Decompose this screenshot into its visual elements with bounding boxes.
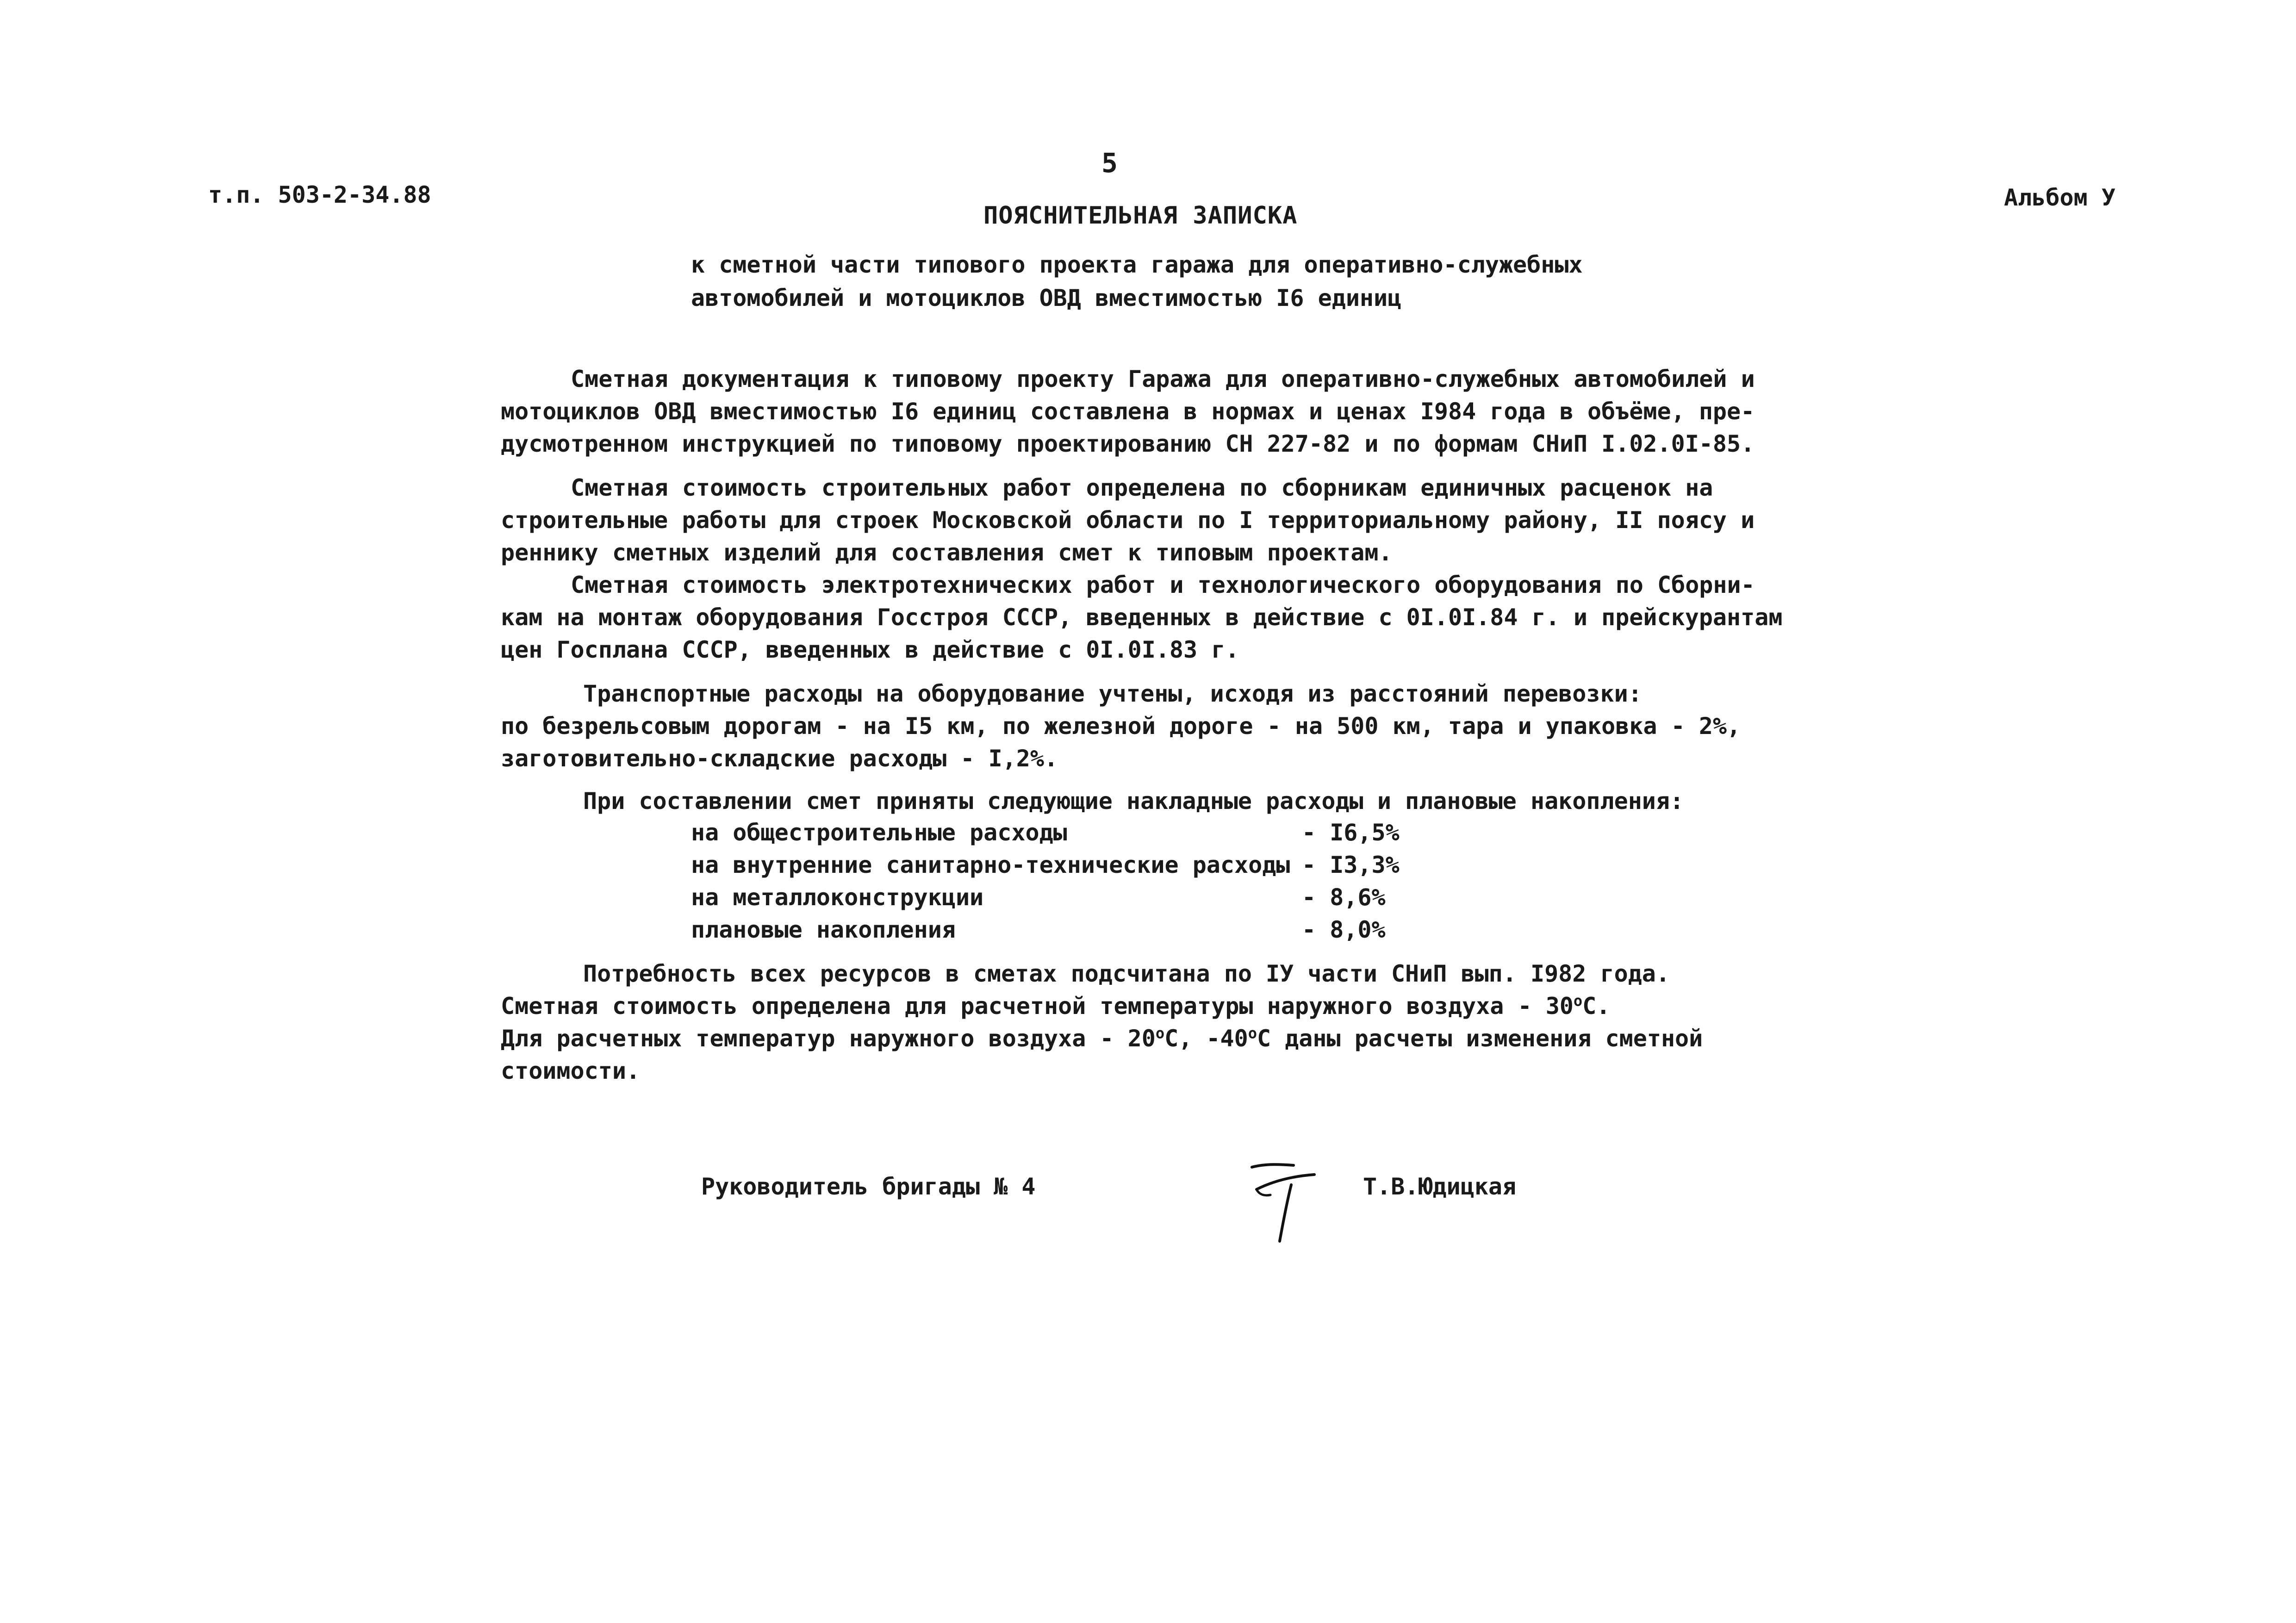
paragraph-1-line-3: дусмотренном инструкцией по типовому проектированию СН 227-82 и по формам СНиП I.02.0I-85. bbox=[501, 430, 1755, 457]
text-segment: С, -40 bbox=[1164, 1025, 1248, 1052]
paragraph-6-line-4: стоимости. bbox=[501, 1057, 641, 1084]
text-segment: Для расчетных температур наружного воздуха - 20 bbox=[501, 1025, 1156, 1052]
rate-value: - 8,0% bbox=[1302, 916, 1386, 943]
paragraph-1-line-2: мотоциклов ОВД вместимостью I6 единиц составлена в нормах и ценах I984 года в объёме, пре- bbox=[501, 398, 1755, 425]
document-subtitle bbox=[691, 248, 1583, 315]
subtitle-line: к сметной части типового проекта гаража для оперативно-служебных bbox=[691, 251, 1583, 278]
paragraph-2-line-2: строительные работы для строек Московской области по I территориальному району, II поясу и bbox=[501, 507, 1755, 534]
page-number: 5 bbox=[1101, 147, 1118, 179]
paragraph-6-line-2 bbox=[501, 993, 1610, 1020]
text-segment: С даны расчеты изменения сметной bbox=[1257, 1025, 1703, 1052]
rate-value: - I3,3% bbox=[1302, 852, 1400, 878]
paragraph-6-line-1: Потребность всех ресурсов в сметах подсчитана по IУ части СНиП вып. I982 года. bbox=[583, 960, 1670, 987]
paragraph-4-line-1: Транспортные расходы на оборудование учтены, исходя из расстояний перевозки: bbox=[583, 680, 1642, 707]
paragraph-3-line-3: цен Госплана СССР, введенных в действие с 0I.0I.83 г. bbox=[501, 636, 1239, 663]
paragraph-6-line-3 bbox=[501, 1025, 1703, 1052]
rate-label: на металлоконструкции bbox=[691, 884, 984, 911]
paragraph-1-line-1: Сметная документация к типовому проекту Гаража для оперативно-служебных автомобилей и bbox=[571, 366, 1755, 392]
paragraph-5-intro: При составлении смет приняты следующие накладные расходы и плановые накопления: bbox=[583, 788, 1684, 815]
rate-label: плановые накопления bbox=[691, 916, 956, 943]
document-title: ПОЯСНИТЕЛЬНАЯ ЗАПИСКА bbox=[983, 202, 1298, 230]
paragraph-3-line-2: кам на монтаж оборудования Госстроя СССР, введенных в действие с 0I.0I.84 г. и прейскурантам bbox=[501, 604, 1783, 631]
rate-value: - I6,5% bbox=[1302, 819, 1400, 846]
signature-role-label: Руководитель бригады № 4 bbox=[701, 1173, 1036, 1200]
text-segment: С. bbox=[1582, 993, 1611, 1020]
signatory-name: Т.В.Юдицкая bbox=[1363, 1173, 1517, 1200]
degree-sign: о bbox=[1155, 1024, 1165, 1042]
rate-label: на общестроительные расходы bbox=[691, 819, 1067, 846]
paragraph-4-line-2: по безрельсовым дорогам - на I5 км, по железной дороге - на 500 км, тара и упаковка - 2%, bbox=[501, 713, 1741, 740]
degree-sign: о bbox=[1248, 1024, 1257, 1042]
rate-label: на внутренние санитарно-технические расходы bbox=[691, 852, 1290, 878]
degree-sign: о bbox=[1573, 992, 1583, 1010]
document-code: т.п. 503-2-34.88 bbox=[208, 181, 431, 208]
subtitle-line: автомобилей и мотоциклов ОВД вместимостью I6 единиц bbox=[691, 285, 1402, 311]
text-segment: Сметная стоимость определена для расчетной температуры наружного воздуха - 30 bbox=[501, 993, 1574, 1020]
handwritten-signature bbox=[1245, 1157, 1324, 1245]
album-label: Альбом У bbox=[2004, 184, 2116, 211]
paragraph-2-line-3: реннику сметных изделий для составления смет к типовым проектам. bbox=[501, 539, 1393, 566]
paragraph-4-line-3: заготовительно-складские расходы - I,2%. bbox=[501, 745, 1058, 772]
rate-value: - 8,6% bbox=[1302, 884, 1386, 911]
paragraph-3-line-1: Сметная стоимость электротехнических работ и технологического оборудования по Сборни- bbox=[571, 572, 1755, 598]
paragraph-2-line-1: Сметная стоимость строительных работ определена по сборникам единичных расценок на bbox=[571, 474, 1713, 501]
